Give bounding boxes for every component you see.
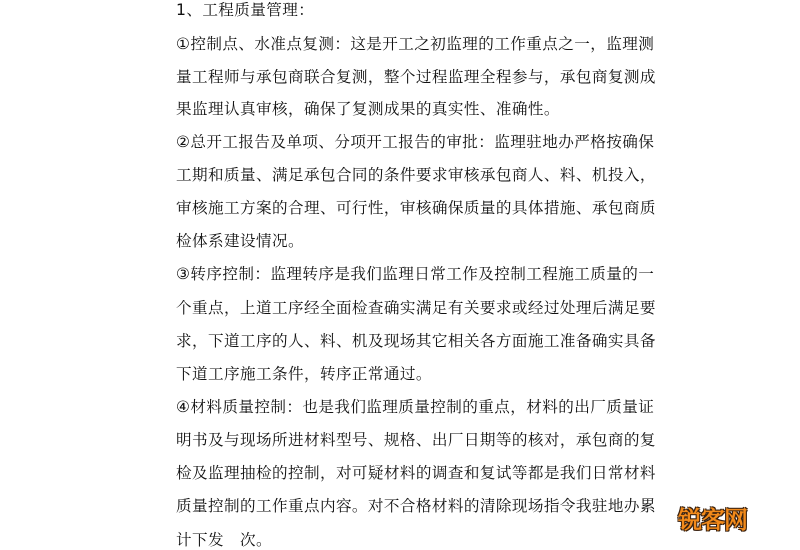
paragraph-line: 检及监理抽检的控制，对可疑材料的调查和复试等都是我们日常材料 [176, 464, 656, 482]
paragraph-line: 个重点，上道工序经全面检查确实满足有关要求或经过处理后满足要 [176, 299, 656, 317]
paragraph-line: ④材料质量控制：也是我们监理质量控制的重点，材料的出厂质量证 [176, 398, 655, 416]
section-heading: 1、工程质量管理： [176, 1, 315, 19]
paragraph-line: 果监理认真审核，确保了复测成果的真实性、准确性。 [176, 100, 560, 118]
paragraph-line: 工期和质量、满足承包合同的条件要求审核承包商人、料、机投入， [176, 166, 656, 184]
paragraph-line: ①控制点、水准点复测：这是开工之初监理的工作重点之一，监理测 [176, 35, 655, 53]
paragraph-line: 检体系建设情况。 [176, 232, 304, 250]
paragraph-line: ③转序控制：监理转序是我们监理日常工作及控制工程施工质量的一 [176, 265, 655, 283]
paragraph-line: 量工程师与承包商联合复测，整个过程监理全程参与，承包商复测成 [176, 68, 656, 86]
paragraph-line: 明书及与现场所进材料型号、规格、出厂日期等的核对，承包商的复 [176, 431, 656, 449]
paragraph-line: 下道工序施工条件，转序正常通过。 [176, 365, 432, 383]
paragraph-line: 质量控制的工作重点内容。对不合格材料的清除现场指令我驻地办累 [176, 497, 656, 515]
paragraph-line: 计下发 次。 [176, 531, 272, 549]
paragraph-line: 审核施工方案的合理、可行性，审核确保质量的具体措施、承包商质 [176, 199, 656, 217]
paragraph-line: 求，下道工序的人、料、机及现场其它相关各方面施工准备确实具备 [176, 332, 656, 350]
watermark-logo: 锐客网 [678, 506, 747, 534]
paragraph-line: ②总开工报告及单项、分项开工报告的审批：监理驻地办严格按确保 [176, 133, 655, 151]
